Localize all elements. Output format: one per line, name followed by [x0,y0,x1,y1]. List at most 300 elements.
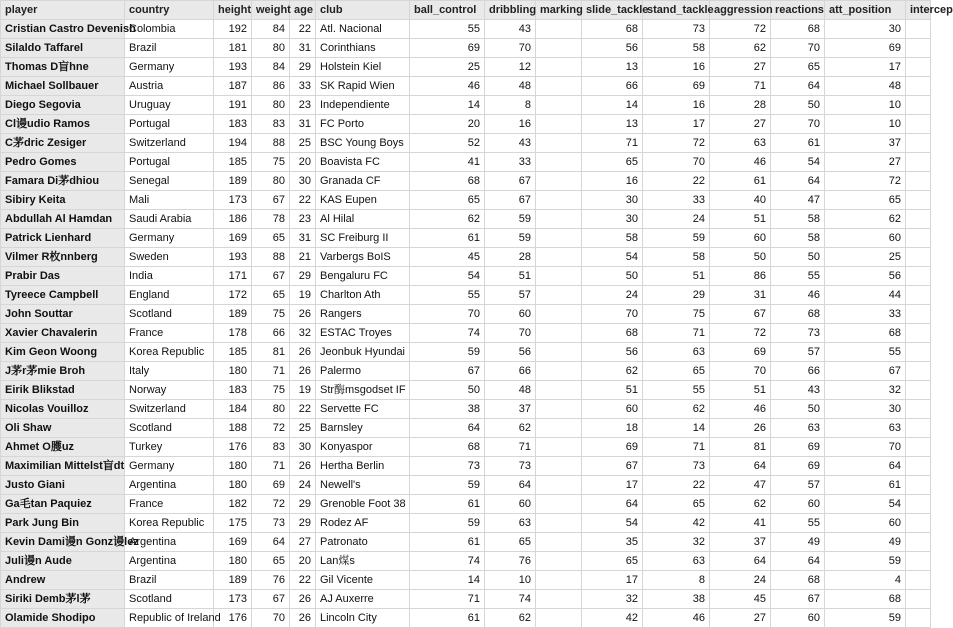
cell-slide-tackle[interactable]: 69 [582,438,643,457]
cell-reactions[interactable]: 58 [771,229,825,248]
cell-club[interactable]: Holstein Kiel [316,58,410,77]
cell-weight[interactable]: 66 [252,324,290,343]
cell-intercep[interactable] [906,305,931,324]
cell-intercep[interactable] [906,248,931,267]
cell-weight[interactable]: 69 [252,476,290,495]
cell-att-position[interactable]: 10 [825,115,906,134]
cell-country[interactable]: Germany [125,58,214,77]
cell-age[interactable]: 31 [290,229,316,248]
cell-stand-tackle[interactable]: 71 [643,438,710,457]
column-header-club[interactable]: club [316,1,410,20]
cell-dribbling[interactable]: 8 [485,96,536,115]
cell-weight[interactable]: 80 [252,96,290,115]
cell-reactions[interactable]: 47 [771,191,825,210]
cell-ball-control[interactable]: 71 [410,590,485,609]
cell-player[interactable]: Siriki Demb茅l茅 [1,590,125,609]
cell-marking[interactable] [536,343,582,362]
cell-aggression[interactable]: 28 [710,96,771,115]
cell-stand-tackle[interactable]: 32 [643,533,710,552]
cell-weight[interactable]: 84 [252,58,290,77]
cell-dribbling[interactable]: 12 [485,58,536,77]
cell-player[interactable]: Cl谩udio Ramos [1,115,125,134]
cell-player[interactable]: Kevin Dami谩n Gonz谩lez [1,533,125,552]
cell-aggression[interactable]: 27 [710,115,771,134]
cell-marking[interactable] [536,609,582,628]
cell-club[interactable]: Al Hilal [316,210,410,229]
cell-marking[interactable] [536,381,582,400]
cell-club[interactable]: Palermo [316,362,410,381]
cell-aggression[interactable]: 51 [710,210,771,229]
cell-aggression[interactable]: 27 [710,58,771,77]
cell-slide-tackle[interactable]: 60 [582,400,643,419]
cell-marking[interactable] [536,362,582,381]
cell-aggression[interactable]: 50 [710,248,771,267]
cell-player[interactable]: Michael Sollbauer [1,77,125,96]
cell-age[interactable]: 26 [290,609,316,628]
cell-att-position[interactable]: 55 [825,343,906,362]
cell-ball-control[interactable]: 41 [410,153,485,172]
cell-marking[interactable] [536,172,582,191]
cell-slide-tackle[interactable]: 56 [582,343,643,362]
cell-player[interactable]: Justo Giani [1,476,125,495]
column-header-weight[interactable]: weight [252,1,290,20]
cell-height[interactable]: 173 [214,590,252,609]
cell-dribbling[interactable]: 70 [485,324,536,343]
cell-att-position[interactable]: 56 [825,267,906,286]
cell-att-position[interactable]: 67 [825,362,906,381]
cell-club[interactable]: Hertha Berlin [316,457,410,476]
cell-aggression[interactable]: 67 [710,305,771,324]
cell-stand-tackle[interactable]: 42 [643,514,710,533]
cell-club[interactable]: Bengaluru FC [316,267,410,286]
cell-intercep[interactable] [906,286,931,305]
cell-player[interactable]: Eirik Blikstad [1,381,125,400]
cell-att-position[interactable]: 49 [825,533,906,552]
cell-marking[interactable] [536,571,582,590]
cell-intercep[interactable] [906,400,931,419]
cell-stand-tackle[interactable]: 58 [643,39,710,58]
cell-marking[interactable] [536,286,582,305]
cell-aggression[interactable]: 70 [710,362,771,381]
column-header-intercep[interactable]: intercep [906,1,931,20]
cell-stand-tackle[interactable]: 24 [643,210,710,229]
cell-country[interactable]: France [125,495,214,514]
cell-age[interactable]: 22 [290,20,316,39]
cell-att-position[interactable]: 33 [825,305,906,324]
cell-stand-tackle[interactable]: 51 [643,267,710,286]
cell-age[interactable]: 31 [290,115,316,134]
cell-weight[interactable]: 75 [252,153,290,172]
cell-weight[interactable]: 80 [252,172,290,191]
cell-aggression[interactable]: 51 [710,381,771,400]
cell-marking[interactable] [536,39,582,58]
cell-weight[interactable]: 75 [252,305,290,324]
cell-club[interactable]: Atl. Nacional [316,20,410,39]
cell-age[interactable]: 20 [290,153,316,172]
cell-weight[interactable]: 64 [252,533,290,552]
cell-dribbling[interactable]: 62 [485,419,536,438]
cell-ball-control[interactable]: 70 [410,305,485,324]
cell-stand-tackle[interactable]: 63 [643,552,710,571]
cell-dribbling[interactable]: 67 [485,172,536,191]
cell-country[interactable]: Portugal [125,153,214,172]
cell-reactions[interactable]: 57 [771,476,825,495]
cell-att-position[interactable]: 68 [825,324,906,343]
cell-dribbling[interactable]: 71 [485,438,536,457]
cell-intercep[interactable] [906,609,931,628]
cell-height[interactable]: 193 [214,248,252,267]
cell-country[interactable]: Uruguay [125,96,214,115]
cell-reactions[interactable]: 46 [771,286,825,305]
cell-intercep[interactable] [906,96,931,115]
cell-height[interactable]: 180 [214,552,252,571]
cell-intercep[interactable] [906,172,931,191]
cell-ball-control[interactable]: 65 [410,191,485,210]
cell-intercep[interactable] [906,191,931,210]
cell-reactions[interactable]: 60 [771,609,825,628]
cell-marking[interactable] [536,419,582,438]
cell-height[interactable]: 181 [214,39,252,58]
cell-weight[interactable]: 73 [252,514,290,533]
cell-slide-tackle[interactable]: 71 [582,134,643,153]
cell-reactions[interactable]: 61 [771,134,825,153]
cell-aggression[interactable]: 41 [710,514,771,533]
cell-country[interactable]: Switzerland [125,400,214,419]
cell-intercep[interactable] [906,571,931,590]
cell-slide-tackle[interactable]: 67 [582,457,643,476]
cell-intercep[interactable] [906,476,931,495]
cell-weight[interactable]: 71 [252,362,290,381]
cell-marking[interactable] [536,134,582,153]
cell-club[interactable]: ESTAC Troyes [316,324,410,343]
cell-weight[interactable]: 88 [252,248,290,267]
cell-reactions[interactable]: 69 [771,438,825,457]
cell-club[interactable]: Granada CF [316,172,410,191]
cell-reactions[interactable]: 65 [771,58,825,77]
cell-intercep[interactable] [906,438,931,457]
cell-age[interactable]: 26 [290,343,316,362]
cell-weight[interactable]: 88 [252,134,290,153]
cell-dribbling[interactable]: 76 [485,552,536,571]
cell-reactions[interactable]: 70 [771,115,825,134]
cell-height[interactable]: 171 [214,267,252,286]
cell-slide-tackle[interactable]: 58 [582,229,643,248]
column-header-player[interactable]: player [1,1,125,20]
cell-reactions[interactable]: 49 [771,533,825,552]
cell-club[interactable]: Patronato [316,533,410,552]
cell-club[interactable]: KAS Eupen [316,191,410,210]
cell-slide-tackle[interactable]: 65 [582,552,643,571]
cell-aggression[interactable]: 81 [710,438,771,457]
cell-age[interactable]: 27 [290,533,316,552]
cell-ball-control[interactable]: 68 [410,438,485,457]
cell-age[interactable]: 30 [290,172,316,191]
cell-country[interactable]: Italy [125,362,214,381]
cell-dribbling[interactable]: 62 [485,609,536,628]
cell-country[interactable]: France [125,324,214,343]
cell-marking[interactable] [536,20,582,39]
cell-age[interactable]: 26 [290,305,316,324]
cell-slide-tackle[interactable]: 65 [582,153,643,172]
cell-weight[interactable]: 72 [252,419,290,438]
cell-marking[interactable] [536,400,582,419]
cell-height[interactable]: 187 [214,77,252,96]
cell-weight[interactable]: 65 [252,552,290,571]
cell-slide-tackle[interactable]: 30 [582,210,643,229]
cell-dribbling[interactable]: 63 [485,514,536,533]
cell-slide-tackle[interactable]: 68 [582,20,643,39]
cell-height[interactable]: 175 [214,514,252,533]
cell-age[interactable]: 29 [290,514,316,533]
cell-intercep[interactable] [906,343,931,362]
cell-att-position[interactable]: 32 [825,381,906,400]
cell-stand-tackle[interactable]: 55 [643,381,710,400]
cell-intercep[interactable] [906,381,931,400]
cell-reactions[interactable]: 54 [771,153,825,172]
cell-dribbling[interactable]: 57 [485,286,536,305]
cell-stand-tackle[interactable]: 62 [643,400,710,419]
cell-dribbling[interactable]: 73 [485,457,536,476]
cell-marking[interactable] [536,191,582,210]
cell-club[interactable]: Newell's [316,476,410,495]
cell-ball-control[interactable]: 52 [410,134,485,153]
cell-country[interactable]: Turkey [125,438,214,457]
cell-aggression[interactable]: 37 [710,533,771,552]
cell-ball-control[interactable]: 69 [410,39,485,58]
cell-slide-tackle[interactable]: 68 [582,324,643,343]
cell-country[interactable]: Brazil [125,571,214,590]
cell-age[interactable]: 23 [290,96,316,115]
cell-player[interactable]: Thomas D盲hne [1,58,125,77]
cell-height[interactable]: 189 [214,571,252,590]
cell-stand-tackle[interactable]: 38 [643,590,710,609]
cell-country[interactable]: Mali [125,191,214,210]
cell-dribbling[interactable]: 16 [485,115,536,134]
cell-club[interactable]: Charlton Ath [316,286,410,305]
cell-player[interactable]: C茅dric Zesiger [1,134,125,153]
cell-height[interactable]: 188 [214,419,252,438]
cell-stand-tackle[interactable]: 72 [643,134,710,153]
cell-player[interactable]: Diego Segovia [1,96,125,115]
cell-country[interactable]: England [125,286,214,305]
cell-height[interactable]: 176 [214,609,252,628]
column-header-ball-control[interactable]: ball_control [410,1,485,20]
cell-aggression[interactable]: 86 [710,267,771,286]
cell-marking[interactable] [536,153,582,172]
cell-stand-tackle[interactable]: 73 [643,457,710,476]
cell-player[interactable]: Kim Geon Woong [1,343,125,362]
cell-club[interactable]: Varbergs BoIS [316,248,410,267]
cell-marking[interactable] [536,476,582,495]
cell-ball-control[interactable]: 73 [410,457,485,476]
cell-weight[interactable]: 72 [252,495,290,514]
cell-age[interactable]: 24 [290,476,316,495]
cell-marking[interactable] [536,495,582,514]
cell-age[interactable]: 30 [290,438,316,457]
cell-club[interactable]: Jeonbuk Hyundai [316,343,410,362]
cell-player[interactable]: Cristian Castro Devenish [1,20,125,39]
cell-aggression[interactable]: 64 [710,457,771,476]
cell-att-position[interactable]: 69 [825,39,906,58]
cell-ball-control[interactable]: 67 [410,362,485,381]
cell-dribbling[interactable]: 70 [485,39,536,58]
cell-dribbling[interactable]: 33 [485,153,536,172]
cell-dribbling[interactable]: 51 [485,267,536,286]
cell-att-position[interactable]: 10 [825,96,906,115]
cell-player[interactable]: Nicolas Vouilloz [1,400,125,419]
cell-reactions[interactable]: 50 [771,96,825,115]
cell-ball-control[interactable]: 54 [410,267,485,286]
cell-reactions[interactable]: 63 [771,419,825,438]
cell-height[interactable]: 186 [214,210,252,229]
cell-age[interactable]: 23 [290,210,316,229]
cell-height[interactable]: 169 [214,533,252,552]
cell-att-position[interactable]: 60 [825,514,906,533]
cell-reactions[interactable]: 43 [771,381,825,400]
cell-age[interactable]: 26 [290,590,316,609]
cell-aggression[interactable]: 60 [710,229,771,248]
cell-age[interactable]: 25 [290,134,316,153]
cell-stand-tackle[interactable]: 8 [643,571,710,590]
cell-aggression[interactable]: 40 [710,191,771,210]
cell-slide-tackle[interactable]: 62 [582,362,643,381]
cell-age[interactable]: 32 [290,324,316,343]
cell-ball-control[interactable]: 64 [410,419,485,438]
cell-height[interactable]: 180 [214,362,252,381]
cell-age[interactable]: 33 [290,77,316,96]
cell-age[interactable]: 26 [290,457,316,476]
cell-weight[interactable]: 67 [252,191,290,210]
cell-intercep[interactable] [906,419,931,438]
column-header-aggression[interactable]: aggression [710,1,771,20]
cell-player[interactable]: John Souttar [1,305,125,324]
cell-slide-tackle[interactable]: 14 [582,96,643,115]
cell-reactions[interactable]: 66 [771,362,825,381]
cell-reactions[interactable]: 68 [771,305,825,324]
cell-stand-tackle[interactable]: 33 [643,191,710,210]
cell-dribbling[interactable]: 59 [485,210,536,229]
cell-height[interactable]: 189 [214,172,252,191]
cell-att-position[interactable]: 70 [825,438,906,457]
cell-ball-control[interactable]: 50 [410,381,485,400]
cell-slide-tackle[interactable]: 24 [582,286,643,305]
cell-att-position[interactable]: 68 [825,590,906,609]
cell-ball-control[interactable]: 46 [410,77,485,96]
cell-player[interactable]: Ga毛tan Paquiez [1,495,125,514]
cell-age[interactable]: 31 [290,39,316,58]
cell-dribbling[interactable]: 28 [485,248,536,267]
cell-aggression[interactable]: 69 [710,343,771,362]
cell-ball-control[interactable]: 14 [410,571,485,590]
cell-aggression[interactable]: 63 [710,134,771,153]
cell-att-position[interactable]: 25 [825,248,906,267]
column-header-age[interactable]: age [290,1,316,20]
cell-age[interactable]: 22 [290,571,316,590]
cell-aggression[interactable]: 46 [710,400,771,419]
cell-height[interactable]: 178 [214,324,252,343]
cell-weight[interactable]: 81 [252,343,290,362]
cell-age[interactable]: 29 [290,58,316,77]
cell-player[interactable]: Andrew [1,571,125,590]
cell-country[interactable]: Senegal [125,172,214,191]
cell-aggression[interactable]: 46 [710,153,771,172]
cell-height[interactable]: 185 [214,343,252,362]
cell-stand-tackle[interactable]: 70 [643,153,710,172]
cell-dribbling[interactable]: 64 [485,476,536,495]
cell-reactions[interactable]: 69 [771,457,825,476]
cell-weight[interactable]: 65 [252,229,290,248]
cell-ball-control[interactable]: 55 [410,20,485,39]
cell-ball-control[interactable]: 61 [410,609,485,628]
cell-country[interactable]: Germany [125,457,214,476]
cell-weight[interactable]: 67 [252,590,290,609]
cell-age[interactable]: 22 [290,191,316,210]
cell-aggression[interactable]: 45 [710,590,771,609]
cell-stand-tackle[interactable]: 46 [643,609,710,628]
cell-stand-tackle[interactable]: 22 [643,476,710,495]
cell-reactions[interactable]: 50 [771,400,825,419]
cell-stand-tackle[interactable]: 17 [643,115,710,134]
column-header-stand-tackle[interactable]: stand_tackle [643,1,710,20]
cell-ball-control[interactable]: 61 [410,533,485,552]
cell-slide-tackle[interactable]: 66 [582,77,643,96]
cell-dribbling[interactable]: 56 [485,343,536,362]
cell-player[interactable]: Ahmet O臒uz [1,438,125,457]
cell-height[interactable]: 173 [214,191,252,210]
cell-player[interactable]: Park Jung Bin [1,514,125,533]
cell-country[interactable]: Portugal [125,115,214,134]
cell-country[interactable]: Argentina [125,533,214,552]
cell-marking[interactable] [536,457,582,476]
cell-marking[interactable] [536,77,582,96]
cell-slide-tackle[interactable]: 51 [582,381,643,400]
cell-dribbling[interactable]: 74 [485,590,536,609]
column-header-height[interactable]: height [214,1,252,20]
cell-reactions[interactable]: 68 [771,571,825,590]
cell-marking[interactable] [536,267,582,286]
column-header-reactions[interactable]: reactions [771,1,825,20]
cell-country[interactable]: Germany [125,229,214,248]
cell-aggression[interactable]: 72 [710,324,771,343]
cell-aggression[interactable]: 31 [710,286,771,305]
cell-dribbling[interactable]: 48 [485,381,536,400]
cell-club[interactable]: Konyaspor [316,438,410,457]
cell-aggression[interactable]: 26 [710,419,771,438]
cell-height[interactable]: 192 [214,20,252,39]
cell-att-position[interactable]: 30 [825,20,906,39]
cell-height[interactable]: 169 [214,229,252,248]
cell-att-position[interactable]: 72 [825,172,906,191]
cell-att-position[interactable]: 30 [825,400,906,419]
cell-player[interactable]: Prabir Das [1,267,125,286]
cell-dribbling[interactable]: 10 [485,571,536,590]
cell-player[interactable]: Tyreece Campbell [1,286,125,305]
cell-country[interactable]: Switzerland [125,134,214,153]
cell-intercep[interactable] [906,324,931,343]
cell-intercep[interactable] [906,552,931,571]
cell-reactions[interactable]: 64 [771,77,825,96]
cell-country[interactable]: Austria [125,77,214,96]
cell-player[interactable]: Silaldo Taffarel [1,39,125,58]
cell-slide-tackle[interactable]: 56 [582,39,643,58]
cell-ball-control[interactable]: 74 [410,552,485,571]
cell-player[interactable]: Xavier Chavalerin [1,324,125,343]
cell-marking[interactable] [536,96,582,115]
cell-player[interactable]: Olamide Shodipo [1,609,125,628]
cell-weight[interactable]: 67 [252,267,290,286]
cell-marking[interactable] [536,590,582,609]
cell-club[interactable]: Lan煤s [316,552,410,571]
